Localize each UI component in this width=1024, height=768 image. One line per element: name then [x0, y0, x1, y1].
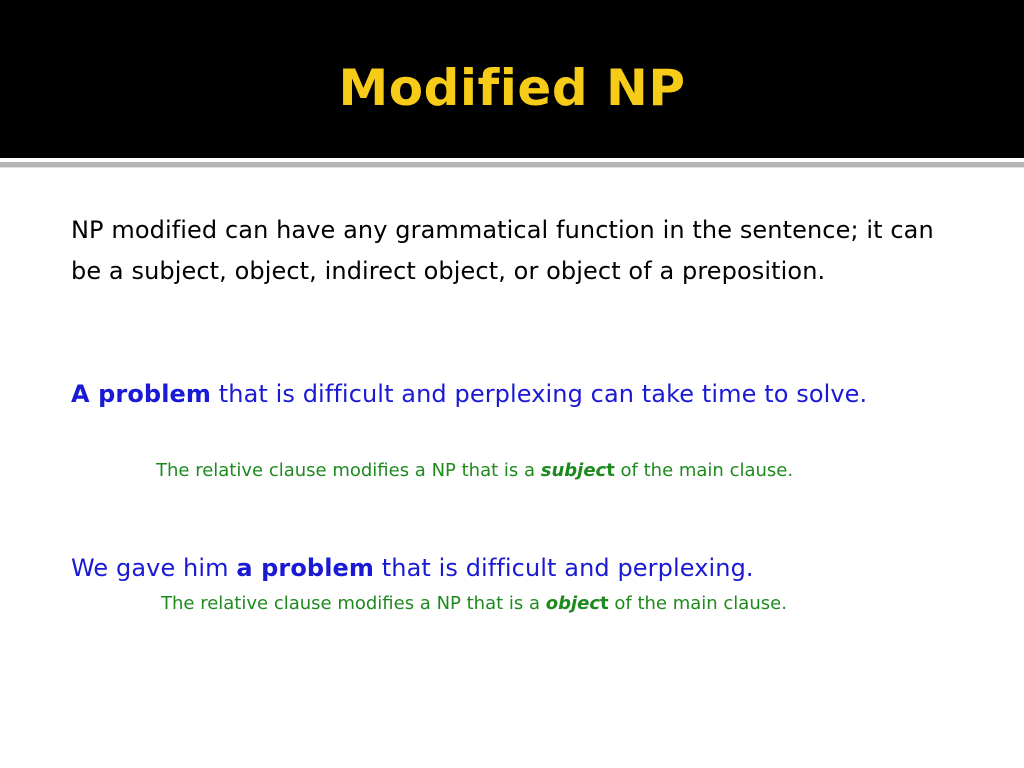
example-lead: We gave him	[71, 554, 237, 582]
object-note	[161, 591, 787, 617]
note-text: The relative clause modifies a NP that is a	[156, 460, 541, 481]
note-text-end: of the main clause.	[608, 593, 787, 614]
note-emphasis-tail: t	[600, 593, 609, 614]
note-text-end: of the main clause.	[614, 460, 794, 481]
note-emphasis-tail: t	[606, 460, 615, 481]
note-emphasis: objec	[545, 593, 601, 614]
example-head-np: a problem	[236, 554, 375, 582]
example-sentence-object	[71, 548, 951, 589]
example-sentence-subject	[71, 374, 951, 415]
intro-paragraph: NP modified can have any grammatical function in the sentence; it can be a subject, object, indirect object, or object of a preposition.	[71, 216, 934, 285]
subject-note	[156, 458, 793, 484]
example-head-np: A problem	[71, 380, 212, 408]
example-rest: that is difficult and perplexing can take time to solve.	[211, 380, 868, 408]
slide-title: Modified NP	[338, 59, 686, 117]
note-emphasis: subjec	[540, 460, 607, 481]
divider-thin	[0, 167, 1024, 168]
example-rest: that is difficult and perplexing.	[374, 554, 754, 582]
note-text: The relative clause modifies a NP that is a	[161, 593, 546, 614]
